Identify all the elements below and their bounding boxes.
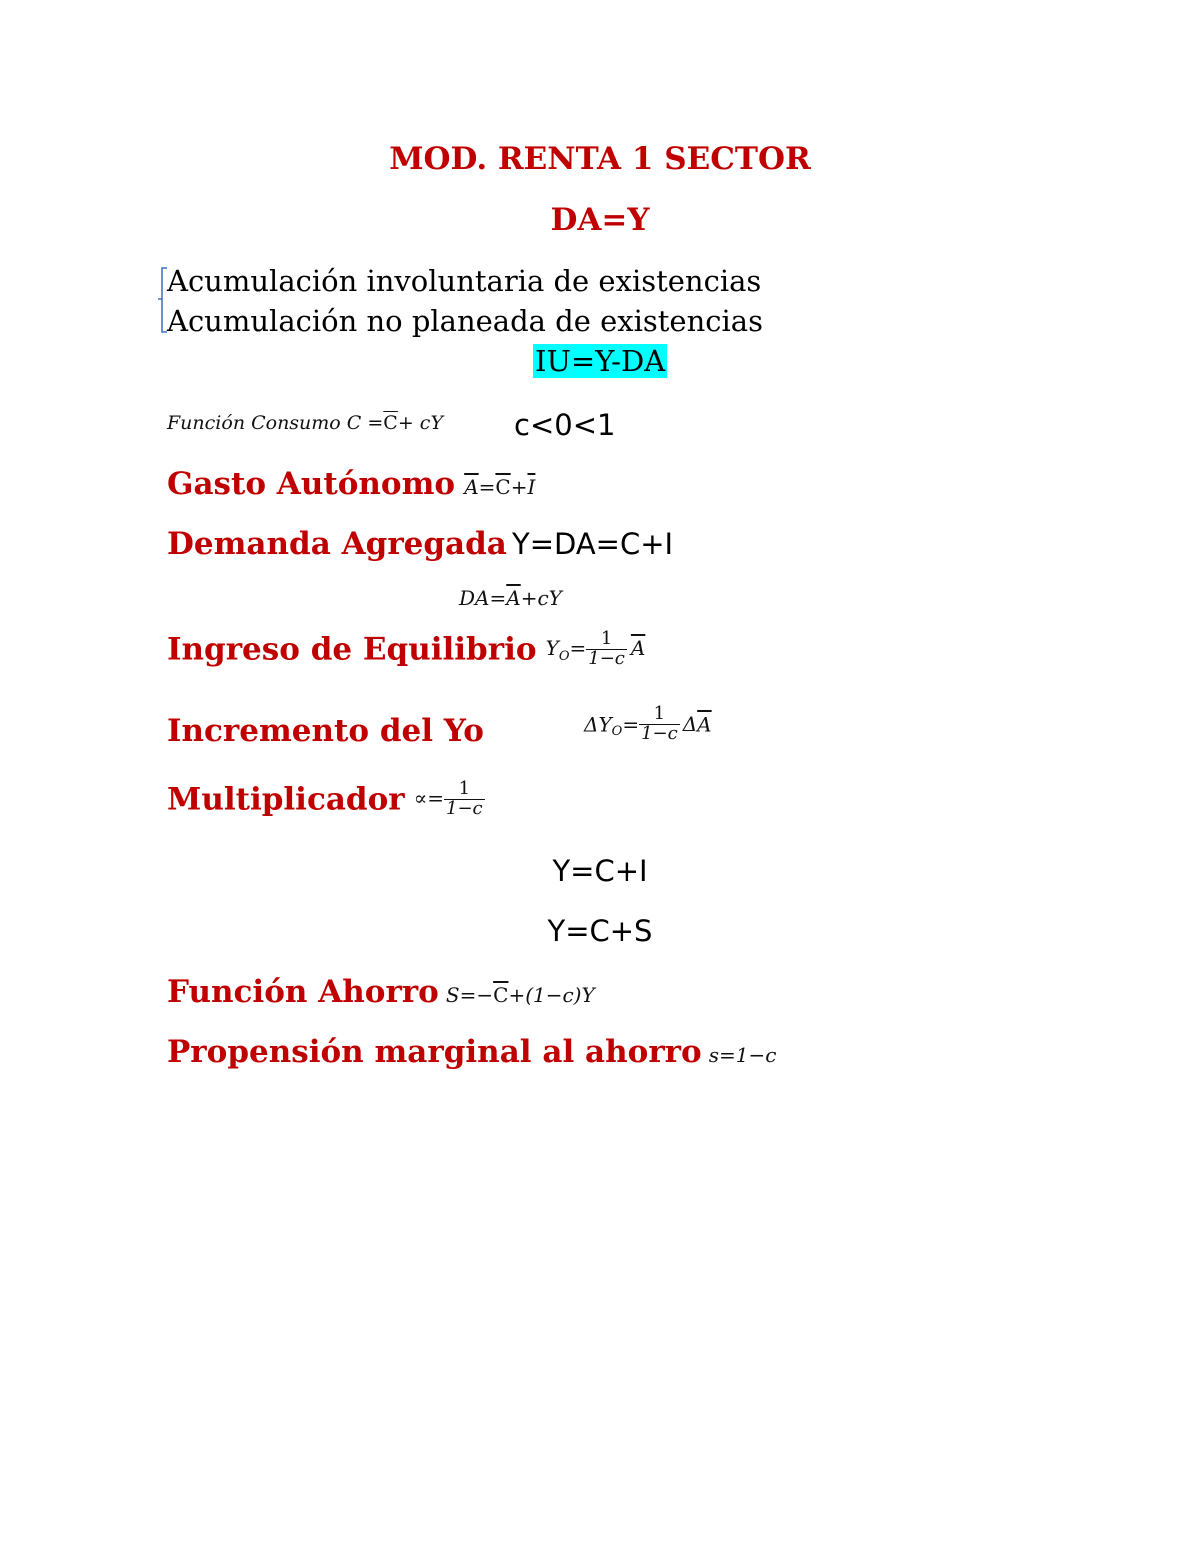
autonomous-spending-row (167, 466, 535, 502)
multiplier-lhs: ∝= (413, 785, 444, 810)
multiplier-fraction (444, 780, 485, 819)
saving-lhs: S=− (445, 983, 494, 1007)
autonomous-abar: $\overline{A}$ (464, 475, 479, 499)
autonomous-label: Gasto Autónomo (167, 466, 456, 502)
eq-income-fraction (586, 630, 627, 669)
increment-lhs: ΔY (584, 712, 612, 737)
autonomous-eq: = (478, 475, 496, 499)
da-formula (459, 586, 562, 610)
aggregate-demand-row (167, 526, 673, 562)
increment-num: 1 (653, 703, 666, 724)
increment-abar: $\overline{A}$ (697, 712, 712, 737)
equilibrium-condition: DA=Y (550, 202, 650, 238)
eq-income-abar: $\overline{A}$ (630, 635, 646, 660)
da-abar: $\overline{A}$ (506, 586, 521, 610)
iu-formula (533, 344, 667, 378)
identity-consumption-saving: Y=C+S (547, 914, 653, 948)
increment-delta: Δ (682, 712, 698, 737)
identity-consumption-investment: Y=C+I (552, 854, 648, 888)
eq-income-eq: = (569, 635, 587, 660)
multiplier-formula (413, 778, 485, 819)
da-lhs: DA= (459, 586, 507, 610)
da-rest: +cY (520, 586, 562, 610)
increment-eq: = (622, 712, 640, 737)
multiplier-num: 1 (458, 778, 471, 799)
mps-row (167, 1034, 776, 1070)
equilibrium-income-row (167, 630, 645, 669)
consumption-lhs: C = (346, 412, 384, 434)
consumption-cbar: $\overline{C}$ (383, 412, 398, 434)
mps-formula: s=1−c (708, 1043, 777, 1067)
multiplier-row (167, 780, 485, 819)
saving-cbar: $\overline{C}$ (493, 983, 509, 1007)
increment-den: 1−c (641, 722, 678, 744)
saving-rest: +(1−c)Y (508, 983, 595, 1007)
autonomous-ibar: $\overline{I}$ (527, 475, 536, 499)
consumption-function (167, 412, 443, 434)
eq-income-num: 1 (600, 628, 613, 649)
saving-formula (446, 983, 595, 1007)
increment-formula (584, 705, 712, 744)
increment-fraction (639, 705, 680, 744)
autonomous-cbar: $\overline{C}$ (495, 475, 511, 499)
autonomous-formula (464, 475, 535, 499)
increment-label: Incremento del Yo (167, 713, 484, 749)
iu-formula-highlight: IU=Y-DA (535, 344, 666, 378)
consumption-label: Función Consumo (167, 412, 341, 434)
aggregate-demand-formula: Y=DA=C+I (512, 527, 674, 561)
saving-label: Función Ahorro (167, 974, 439, 1010)
aggregate-demand-label: Demanda Agregada (167, 526, 507, 562)
equilibrium-income-formula (545, 628, 646, 669)
eq-income-den: 1−c (588, 647, 625, 669)
consumption-condition: c<0<1 (514, 408, 616, 442)
accumulation-line-2: Acumulación no planeada de existencias (167, 304, 763, 338)
autonomous-plus: + (510, 475, 528, 499)
mps-label: Propensión marginal al ahorro (167, 1034, 702, 1070)
page-title: MOD. RENTA 1 SECTOR (389, 141, 811, 177)
multiplier-den: 1−c (446, 797, 483, 819)
accumulation-line-1: Acumulación involuntaria de existencias (167, 264, 762, 298)
eq-income-lhs: Y (545, 635, 559, 660)
multiplier-label: Multiplicador (167, 781, 405, 818)
equilibrium-income-label: Ingreso de Equilibrio (167, 631, 537, 668)
consumption-rest: + cY (397, 412, 443, 434)
eq-income-sub: O (558, 648, 570, 664)
increment-sub: O (611, 723, 623, 739)
saving-function-row (167, 974, 595, 1010)
